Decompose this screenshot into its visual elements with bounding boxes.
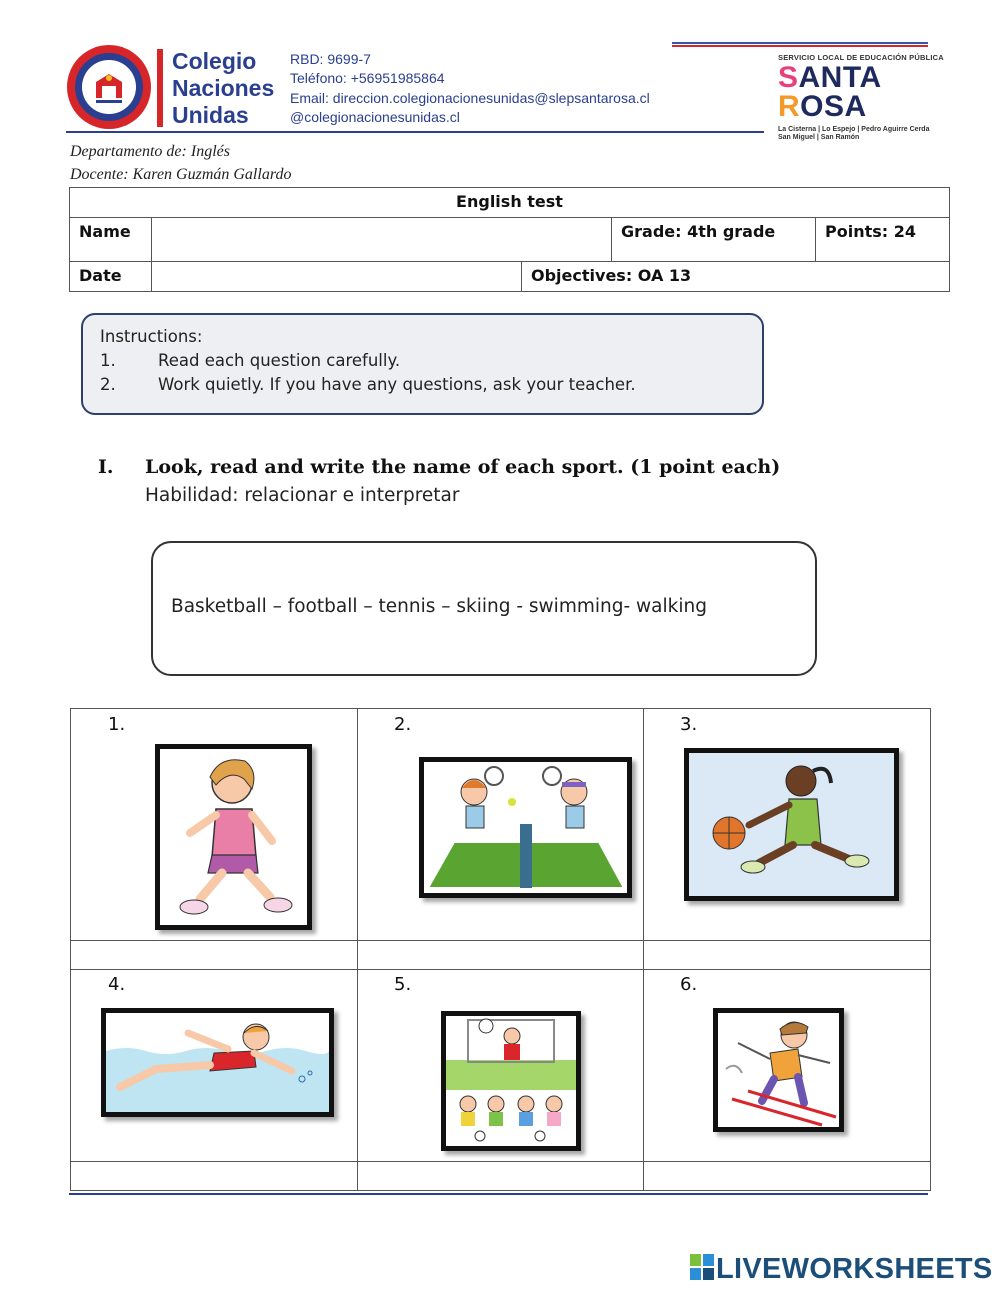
department-line: Departamento de: Inglés	[70, 143, 230, 160]
liveworksheets-logo-icon	[690, 1254, 714, 1284]
exercise-number-6: 6.	[680, 974, 698, 995]
service-label: SERVICIO LOCAL DE EDUCACIÓN PÚBLICA	[778, 53, 944, 62]
liveworksheets-brand: LIVEWORKSHEETS	[716, 1253, 993, 1285]
answer-field-1[interactable]	[71, 942, 356, 968]
answer-field-6[interactable]	[644, 1163, 929, 1189]
grid-divider	[71, 1161, 930, 1162]
header-accent-bar	[157, 49, 163, 127]
exercise-grid	[70, 708, 931, 1191]
contact-phone: Teléfono: +56951985864	[290, 70, 445, 86]
exercise-number-2: 2.	[394, 714, 412, 735]
contact-social: @colegionacionesunidas.cl	[290, 109, 460, 125]
service-communes-1: La Cisterna | Lo Espejo | Pedro Aguirre Cerda	[778, 126, 930, 133]
teacher-line: Docente: Karen Guzmán Gallardo	[70, 166, 292, 183]
date-field[interactable]	[152, 262, 522, 292]
exercise-number-5: 5.	[394, 974, 412, 995]
date-label: Date	[70, 262, 152, 292]
header-divider	[66, 131, 764, 133]
answer-field-4[interactable]	[71, 1163, 356, 1189]
service-name-line-2	[778, 92, 867, 122]
tennis-kids-icon	[419, 757, 632, 898]
section-title: Look, read and write the name of each sport. (1 point each)	[145, 456, 781, 478]
school-name-line-1: Colegio	[172, 48, 257, 74]
word-bank-text: Basketball – football – tennis – skiing - swimming- walking	[171, 596, 707, 617]
grid-divider	[71, 969, 930, 970]
service-name-rest: ANTA	[798, 61, 882, 94]
answer-field-2[interactable]	[358, 942, 642, 968]
exercise-number-3: 3.	[680, 714, 698, 735]
bottom-divider	[69, 1193, 928, 1195]
grade-cell: Grade: 4th grade	[612, 218, 816, 262]
walking-woman-icon	[155, 744, 312, 930]
exercise-number-4: 4.	[108, 974, 126, 995]
football-kids-icon	[441, 1011, 581, 1151]
section-number: I.	[98, 456, 114, 478]
points-cell: Points: 24	[816, 218, 950, 262]
school-name-line-3: Unidas	[172, 102, 249, 128]
service-divider-blue	[672, 42, 928, 44]
grid-divider	[71, 940, 930, 941]
service-divider-red	[672, 45, 928, 47]
service-communes-2: San Miguel | San Ramón	[778, 134, 860, 141]
swimmer-icon	[101, 1008, 334, 1117]
service-name-rest: OSA	[800, 90, 867, 123]
instruction-num-2: 2.	[100, 375, 116, 394]
skier-icon	[713, 1008, 844, 1132]
instruction-num-1: 1.	[100, 351, 116, 370]
answer-field-5[interactable]	[358, 1163, 642, 1189]
school-name-line-2: Naciones	[172, 75, 275, 101]
instructions-heading: Instructions:	[100, 327, 203, 346]
school-seal-logo	[66, 44, 152, 130]
contact-rbd: RBD: 9699-7	[290, 51, 371, 67]
objectives-cell: Objectives: OA 13	[522, 262, 950, 292]
name-field[interactable]	[152, 218, 612, 262]
contact-email: Email: direccion.colegionacionesunidas@slepsantarosa.cl	[290, 90, 650, 106]
answer-field-3[interactable]	[644, 942, 929, 968]
instruction-text-2: Work quietly. If you have any questions, ask your teacher.	[158, 375, 636, 394]
service-initial-letter: S	[778, 61, 799, 94]
service-initial-letter: R	[778, 90, 801, 123]
test-title: English test	[70, 188, 950, 218]
basketball-player-icon	[684, 748, 899, 901]
exercise-number-1: 1.	[108, 714, 126, 735]
section-skill: Habilidad: relacionar e interpretar	[145, 485, 460, 506]
name-label: Name	[70, 218, 152, 262]
instruction-text-1: Read each question carefully.	[158, 351, 401, 370]
student-info-table	[69, 187, 950, 292]
service-name-line-1	[778, 63, 882, 93]
